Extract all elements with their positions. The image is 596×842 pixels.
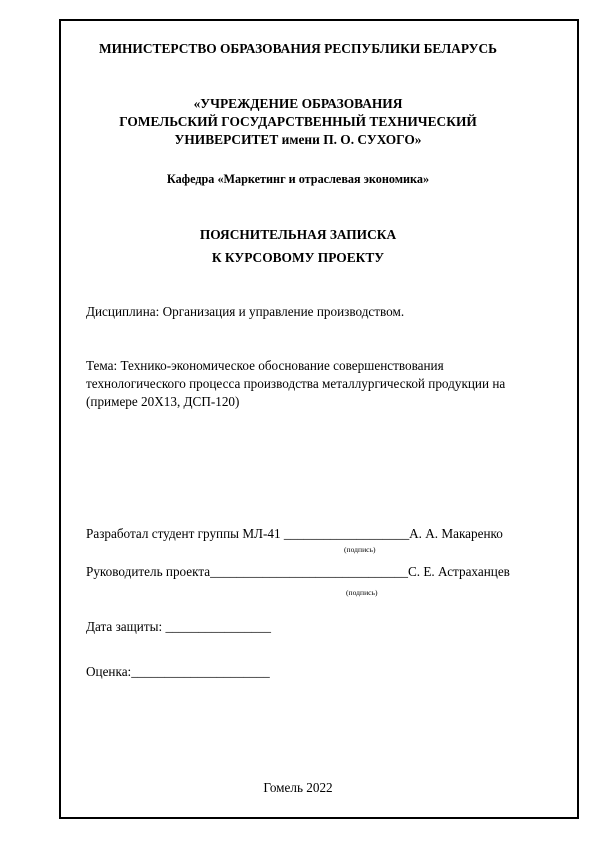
developer-line bbox=[86, 526, 503, 542]
supervisor-signature-caption: (подпись) bbox=[346, 588, 378, 597]
institution-line: УНИВЕРСИТЕТ имени П. О. СУХОГО» bbox=[174, 132, 422, 147]
department-heading: Кафедра «Маркетинг и отраслевая экономика» bbox=[166, 172, 430, 186]
grade-line: Оценка:_____________________ bbox=[86, 664, 270, 679]
developer-label: Разработал студент группы МЛ-41 bbox=[86, 526, 284, 541]
document-title bbox=[0, 221, 596, 267]
institution-heading bbox=[0, 95, 596, 149]
topic-block bbox=[86, 357, 505, 411]
defense-date-line: Дата защиты: ________________ bbox=[86, 619, 271, 634]
institution-line: ГОМЕЛЬСКИЙ ГОСУДАРСТВЕННЫЙ ТЕХНИЧЕСКИЙ bbox=[119, 114, 477, 129]
developer-signature-blank: ___________________ bbox=[283, 526, 410, 541]
footer-city-year: Гомель 2022 bbox=[263, 780, 333, 795]
developer-name: А. А. Макаренко bbox=[409, 526, 503, 541]
supervisor-line bbox=[86, 564, 510, 580]
supervisor-label: Руководитель проекта bbox=[86, 564, 211, 579]
supervisor-name: С. Е. Астраханцев bbox=[407, 564, 510, 579]
supervisor-signature-blank: ______________________________ bbox=[210, 564, 408, 579]
discipline-line: Дисциплина: Организация и управление производством. bbox=[86, 304, 405, 319]
developer-signature-caption: (подпись) bbox=[344, 545, 376, 554]
institution-line: «УЧРЕЖДЕНИЕ ОБРАЗОВАНИЯ bbox=[193, 96, 403, 111]
document-title-line: К КУРСОВОМУ ПРОЕКТУ bbox=[211, 250, 385, 265]
ministry-heading: МИНИСТЕРСТВО ОБРАЗОВАНИЯ РЕСПУБЛИКИ БЕЛАРУСЬ bbox=[98, 41, 498, 56]
topic-line: технологического процесса производства металлургической продукции на bbox=[86, 376, 506, 391]
topic-line: (примере 20Х13, ДСП-120) bbox=[86, 394, 240, 409]
topic-line: Тема: Технико-экономическое обоснование совершенствования bbox=[86, 358, 444, 373]
document-title-line: ПОЯСНИТЕЛЬНАЯ ЗАПИСКА bbox=[199, 227, 397, 242]
